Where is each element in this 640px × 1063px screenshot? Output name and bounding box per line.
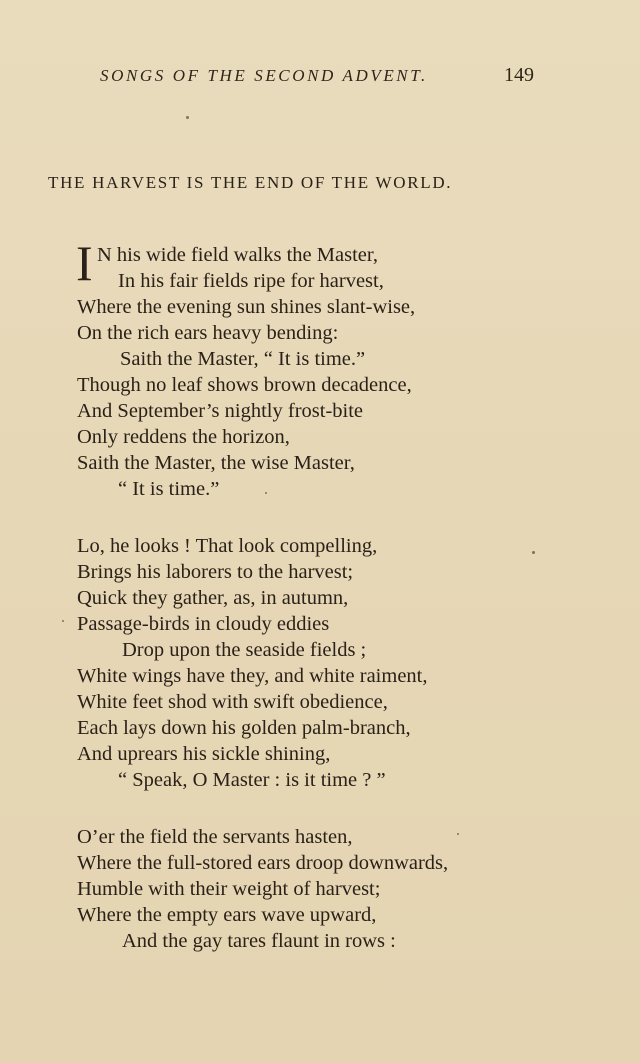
- poem-line: Though no leaf shows brown decadence,: [77, 374, 412, 396]
- poem-line: Drop upon the seaside fields ;: [122, 639, 367, 661]
- poem-line: White wings have they, and white raiment,: [77, 665, 428, 687]
- paper-speck: [186, 116, 189, 119]
- poem-line: White feet shod with swift obedience,: [77, 691, 388, 713]
- poem-line: Quick they gather, as, in autumn,: [77, 587, 349, 609]
- poem-line: In his fair fields ripe for harvest,: [118, 270, 384, 292]
- poem-line: Lo, he looks ! That look compelling,: [77, 535, 378, 557]
- poem-line: And the gay tares flaunt in rows :: [122, 930, 396, 952]
- poem-line: And September’s nightly frost-bite: [77, 400, 364, 422]
- poem-line: Where the empty ears wave upward,: [77, 904, 377, 926]
- running-head: SONGS OF THE SECOND ADVENT.: [100, 66, 428, 85]
- poem-line: Where the full-stored ears droop downwards,: [77, 852, 449, 874]
- poem-line: Passage-birds in cloudy eddies: [77, 613, 330, 635]
- poem-line: “ It is time.”: [118, 478, 220, 500]
- poem-line: “ Speak, O Master : is it time ? ”: [118, 769, 386, 791]
- poem-line: O’er the field the servants hasten,: [77, 826, 353, 848]
- paper-speck: [457, 833, 459, 835]
- poem-line: Each lays down his golden palm-branch,: [77, 717, 411, 739]
- poem-line: Where the evening sun shines slant-wise,: [77, 296, 416, 318]
- poem-line: Brings his laborers to the harvest;: [77, 561, 354, 583]
- poem-line: On the rich ears heavy bending:: [77, 322, 339, 344]
- paper-speck: [62, 620, 64, 622]
- page-number: 149: [504, 64, 534, 86]
- drop-cap: I: [76, 235, 93, 291]
- poem-line: And uprears his sickle shining,: [77, 743, 331, 765]
- poem-line: Saith the Master, the wise Master,: [77, 452, 355, 474]
- poem-line: Saith the Master, “ It is time.”: [120, 348, 366, 370]
- poem-line: Only reddens the horizon,: [77, 426, 290, 448]
- poem-line: Humble with their weight of harvest;: [77, 878, 381, 900]
- poem-title: THE HARVEST IS THE END OF THE WORLD.: [48, 173, 453, 192]
- paper-speck: [532, 551, 535, 554]
- paper-speck: [265, 492, 267, 494]
- poem-line: N his wide field walks the Master,: [97, 244, 378, 266]
